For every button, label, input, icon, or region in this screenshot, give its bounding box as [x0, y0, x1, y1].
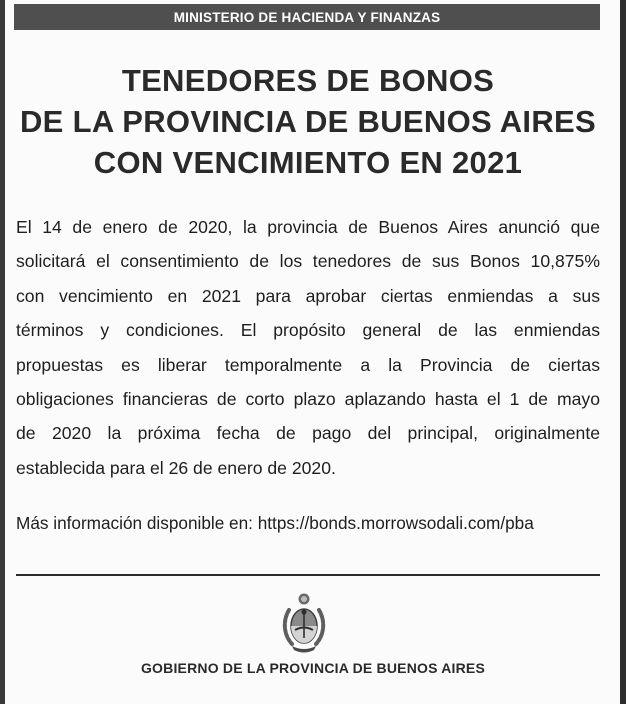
scan-edge-left — [0, 0, 5, 704]
title-line: TENEDORES DE BONOS — [121, 63, 495, 98]
more-info-text: Más información disponible en: https://bonds.morrowsodali.com/pba — [16, 513, 534, 533]
body-line: de 2020 la próxima fecha de pago del principal, originalmente — [16, 423, 600, 444]
section-divider — [16, 574, 600, 576]
body-line: con vencimiento en 2021 para aprobar ciertas enmiendas a sus — [16, 285, 600, 306]
page-title — [10, 60, 606, 183]
provincial-coat-of-arms-icon — [280, 592, 328, 654]
ministry-header — [14, 4, 600, 30]
government-footer — [0, 660, 626, 676]
ministry-label: MINISTERIO DE HACIENDA Y FINANZAS — [173, 9, 441, 25]
body-line: propuestas es liberar temporalmente a la Provincia de ciertas — [16, 354, 600, 375]
body-line: solicitará el consentimiento de los tenedores de sus Bonos 10,875% — [16, 251, 600, 272]
body-line: El 14 de enero de 2020, la provincia de Buenos Aires anunció que — [16, 217, 600, 237]
body-line: establecida para el 26 de enero de 2020. — [16, 457, 336, 478]
government-label: GOBIERNO DE LA PROVINCIA DE BUENOS AIRES — [140, 660, 486, 676]
body-line: términos y condiciones. El propósito general de las enmiendas — [16, 320, 600, 341]
title-line: DE LA PROVINCIA DE BUENOS AIRES — [20, 104, 596, 139]
title-line: CON VENCIMIENTO EN 2021 — [93, 145, 523, 180]
announcement-body — [16, 210, 600, 485]
scan-edge-right — [620, 0, 626, 704]
body-line: obligaciones financieras de corto plazo aplazando hasta el 1 de mayo — [16, 388, 600, 409]
